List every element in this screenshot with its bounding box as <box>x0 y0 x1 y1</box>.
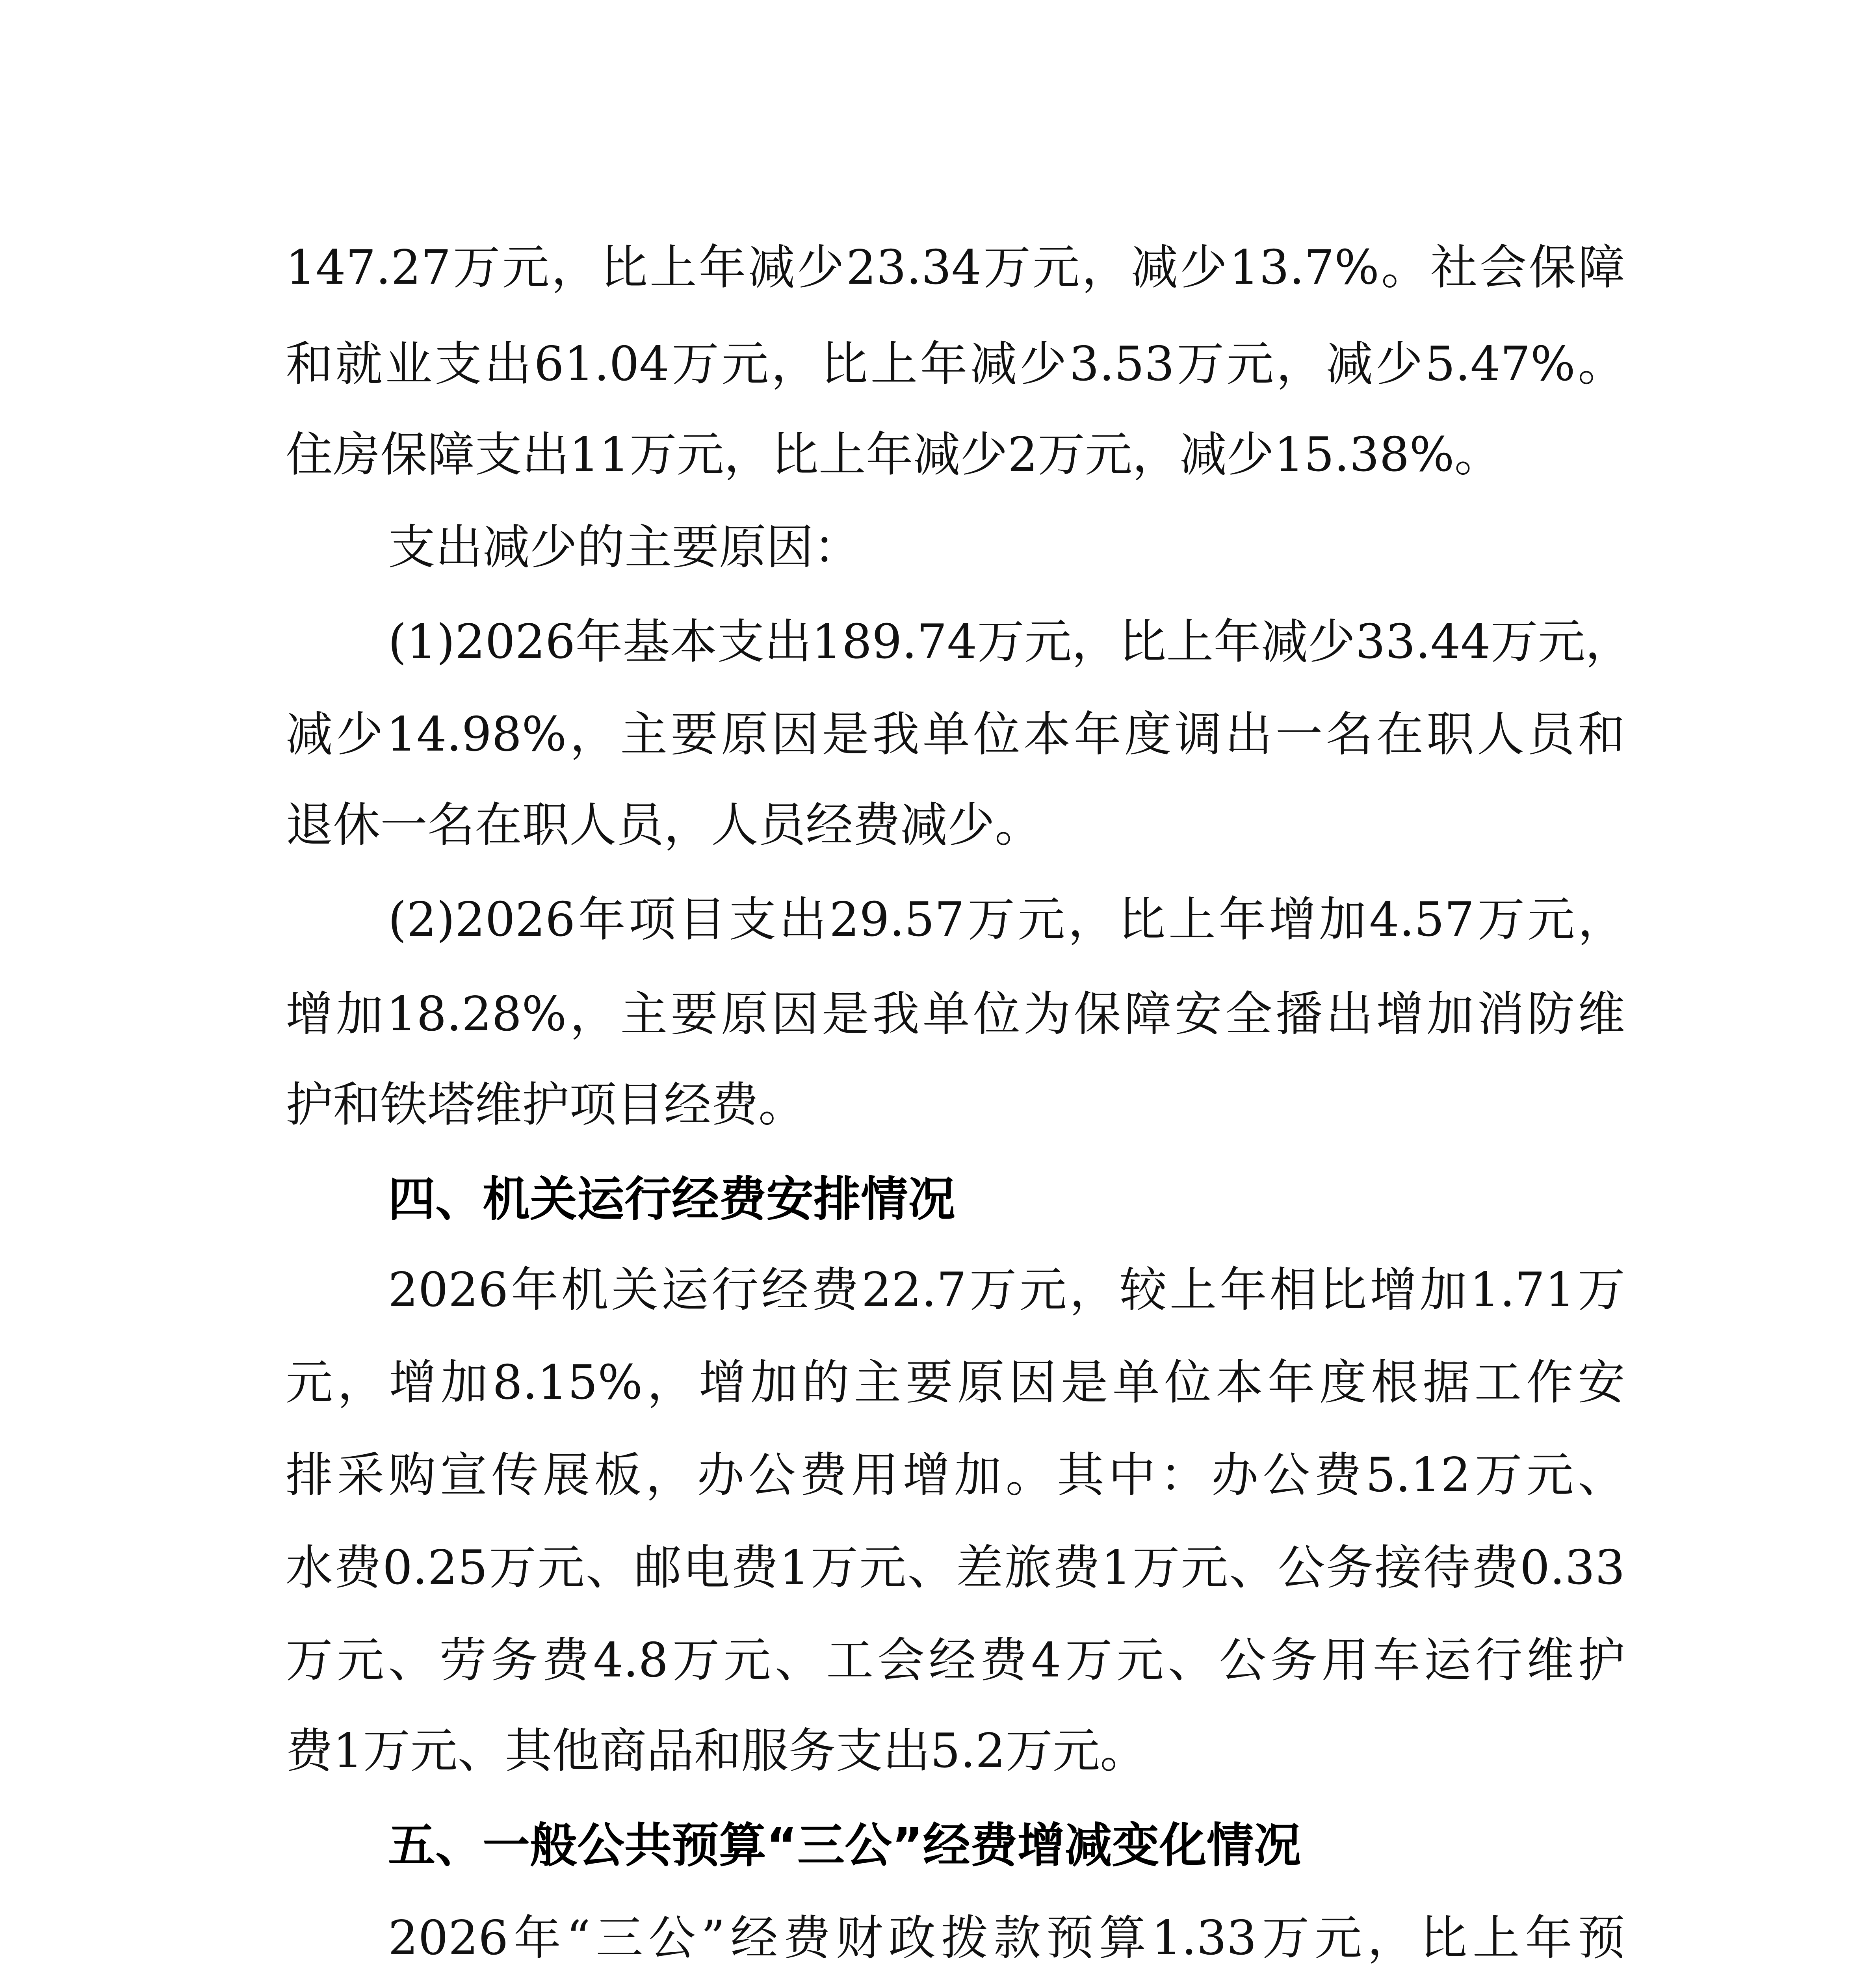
text-line-9: 增加18.28%，主要原因是我单位为保障安全播出增加消防维 <box>286 987 1625 1042</box>
text-line-4: 支出减少的主要原因： <box>388 520 861 575</box>
text-line-14: 排采购宣传展板，办公费用增加。其中：办公费5.12万元、 <box>286 1448 1625 1503</box>
text-line-8: (2)2026年项目支出29.57万元，比上年增加4.57万元， <box>388 892 1625 947</box>
text-line-13: 元，增加8.15%，增加的主要原因是单位本年度根据工作安 <box>286 1355 1625 1410</box>
text-line-6: 减少14.98%，主要原因是我单位本年度调出一名在职人员和 <box>286 707 1625 762</box>
text-line-12: 2026年机关运行经费22.7万元，较上年相比增加1.71万 <box>388 1263 1625 1318</box>
text-line-5: (1)2026年基本支出189.74万元，比上年减少33.44万元， <box>388 615 1633 669</box>
section-heading-4: 四、机关运行经费安排情况 <box>388 1172 955 1227</box>
text-line-1: 147.27万元，比上年减少23.34万元，减少13.7%。社会保障 <box>286 240 1625 295</box>
text-line-17: 费1万元、其他商品和服务支出5.2万元。 <box>286 1724 1148 1779</box>
text-line-16: 万元、劳务费4.8万元、工会经费4万元、公务用车运行维护 <box>286 1633 1625 1688</box>
text-line-3: 住房保障支出11万元，比上年减少2万元，减少15.38%。 <box>286 427 1502 482</box>
text-line-7: 退休一名在职人员，人员经费减少。 <box>286 798 1042 853</box>
section-heading-5: 五、一般公共预算“三公”经费增减变化情况 <box>388 1818 1301 1873</box>
text-line-19: 2026年“三公”经费财政拨款预算1.33万元，比上年预 <box>388 1911 1625 1966</box>
text-line-2: 和就业支出61.04万元，比上年减少3.53万元，减少5.47%。 <box>286 337 1625 392</box>
text-line-15: 水费0.25万元、邮电费1万元、差旅费1万元、公务接待费0.33 <box>286 1541 1625 1595</box>
text-line-10: 护和铁塔维护项目经费。 <box>286 1078 806 1132</box>
